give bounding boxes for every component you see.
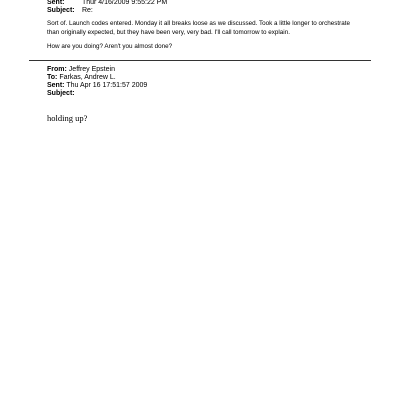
sent-value: Thur 4/16/2009 9:55:22 PM: [81, 0, 168, 6]
message-body-question: How are you doing? Aren't you almost done?: [47, 43, 173, 50]
sent-label: Sent:: [47, 0, 65, 6]
to-row: [47, 74, 147, 82]
sent-row: [47, 82, 147, 90]
from-row: [47, 66, 147, 74]
sent-row: [47, 0, 167, 7]
to-label: To:: [47, 74, 58, 81]
quoted-message-header: [47, 66, 147, 98]
previous-message-header: [47, 0, 167, 15]
subject-label: Subject:: [47, 7, 75, 14]
message-divider: [29, 60, 371, 61]
sent-label: Sent:: [47, 82, 65, 89]
subject-row: [47, 7, 167, 15]
subject-row: [47, 90, 147, 98]
to-value: Farkas, Andrew L.: [59, 74, 116, 81]
from-label: From:: [47, 66, 67, 73]
subject-value: Re:: [81, 7, 93, 14]
quoted-message-body: holding up?: [47, 113, 88, 123]
message-body-paragraph: Sort of. Launch codes entered. Monday it all breaks loose as we discussed. Took a little longer to orchestrate than originally expected, but they have been very, very bad. I'll call tomorrow to explain.: [47, 20, 351, 36]
from-value: Jeffrey Epstein: [68, 66, 115, 73]
sent-value: Thu Apr 16 17:51:57 2009: [66, 82, 148, 89]
subject-label: Subject:: [47, 90, 75, 97]
